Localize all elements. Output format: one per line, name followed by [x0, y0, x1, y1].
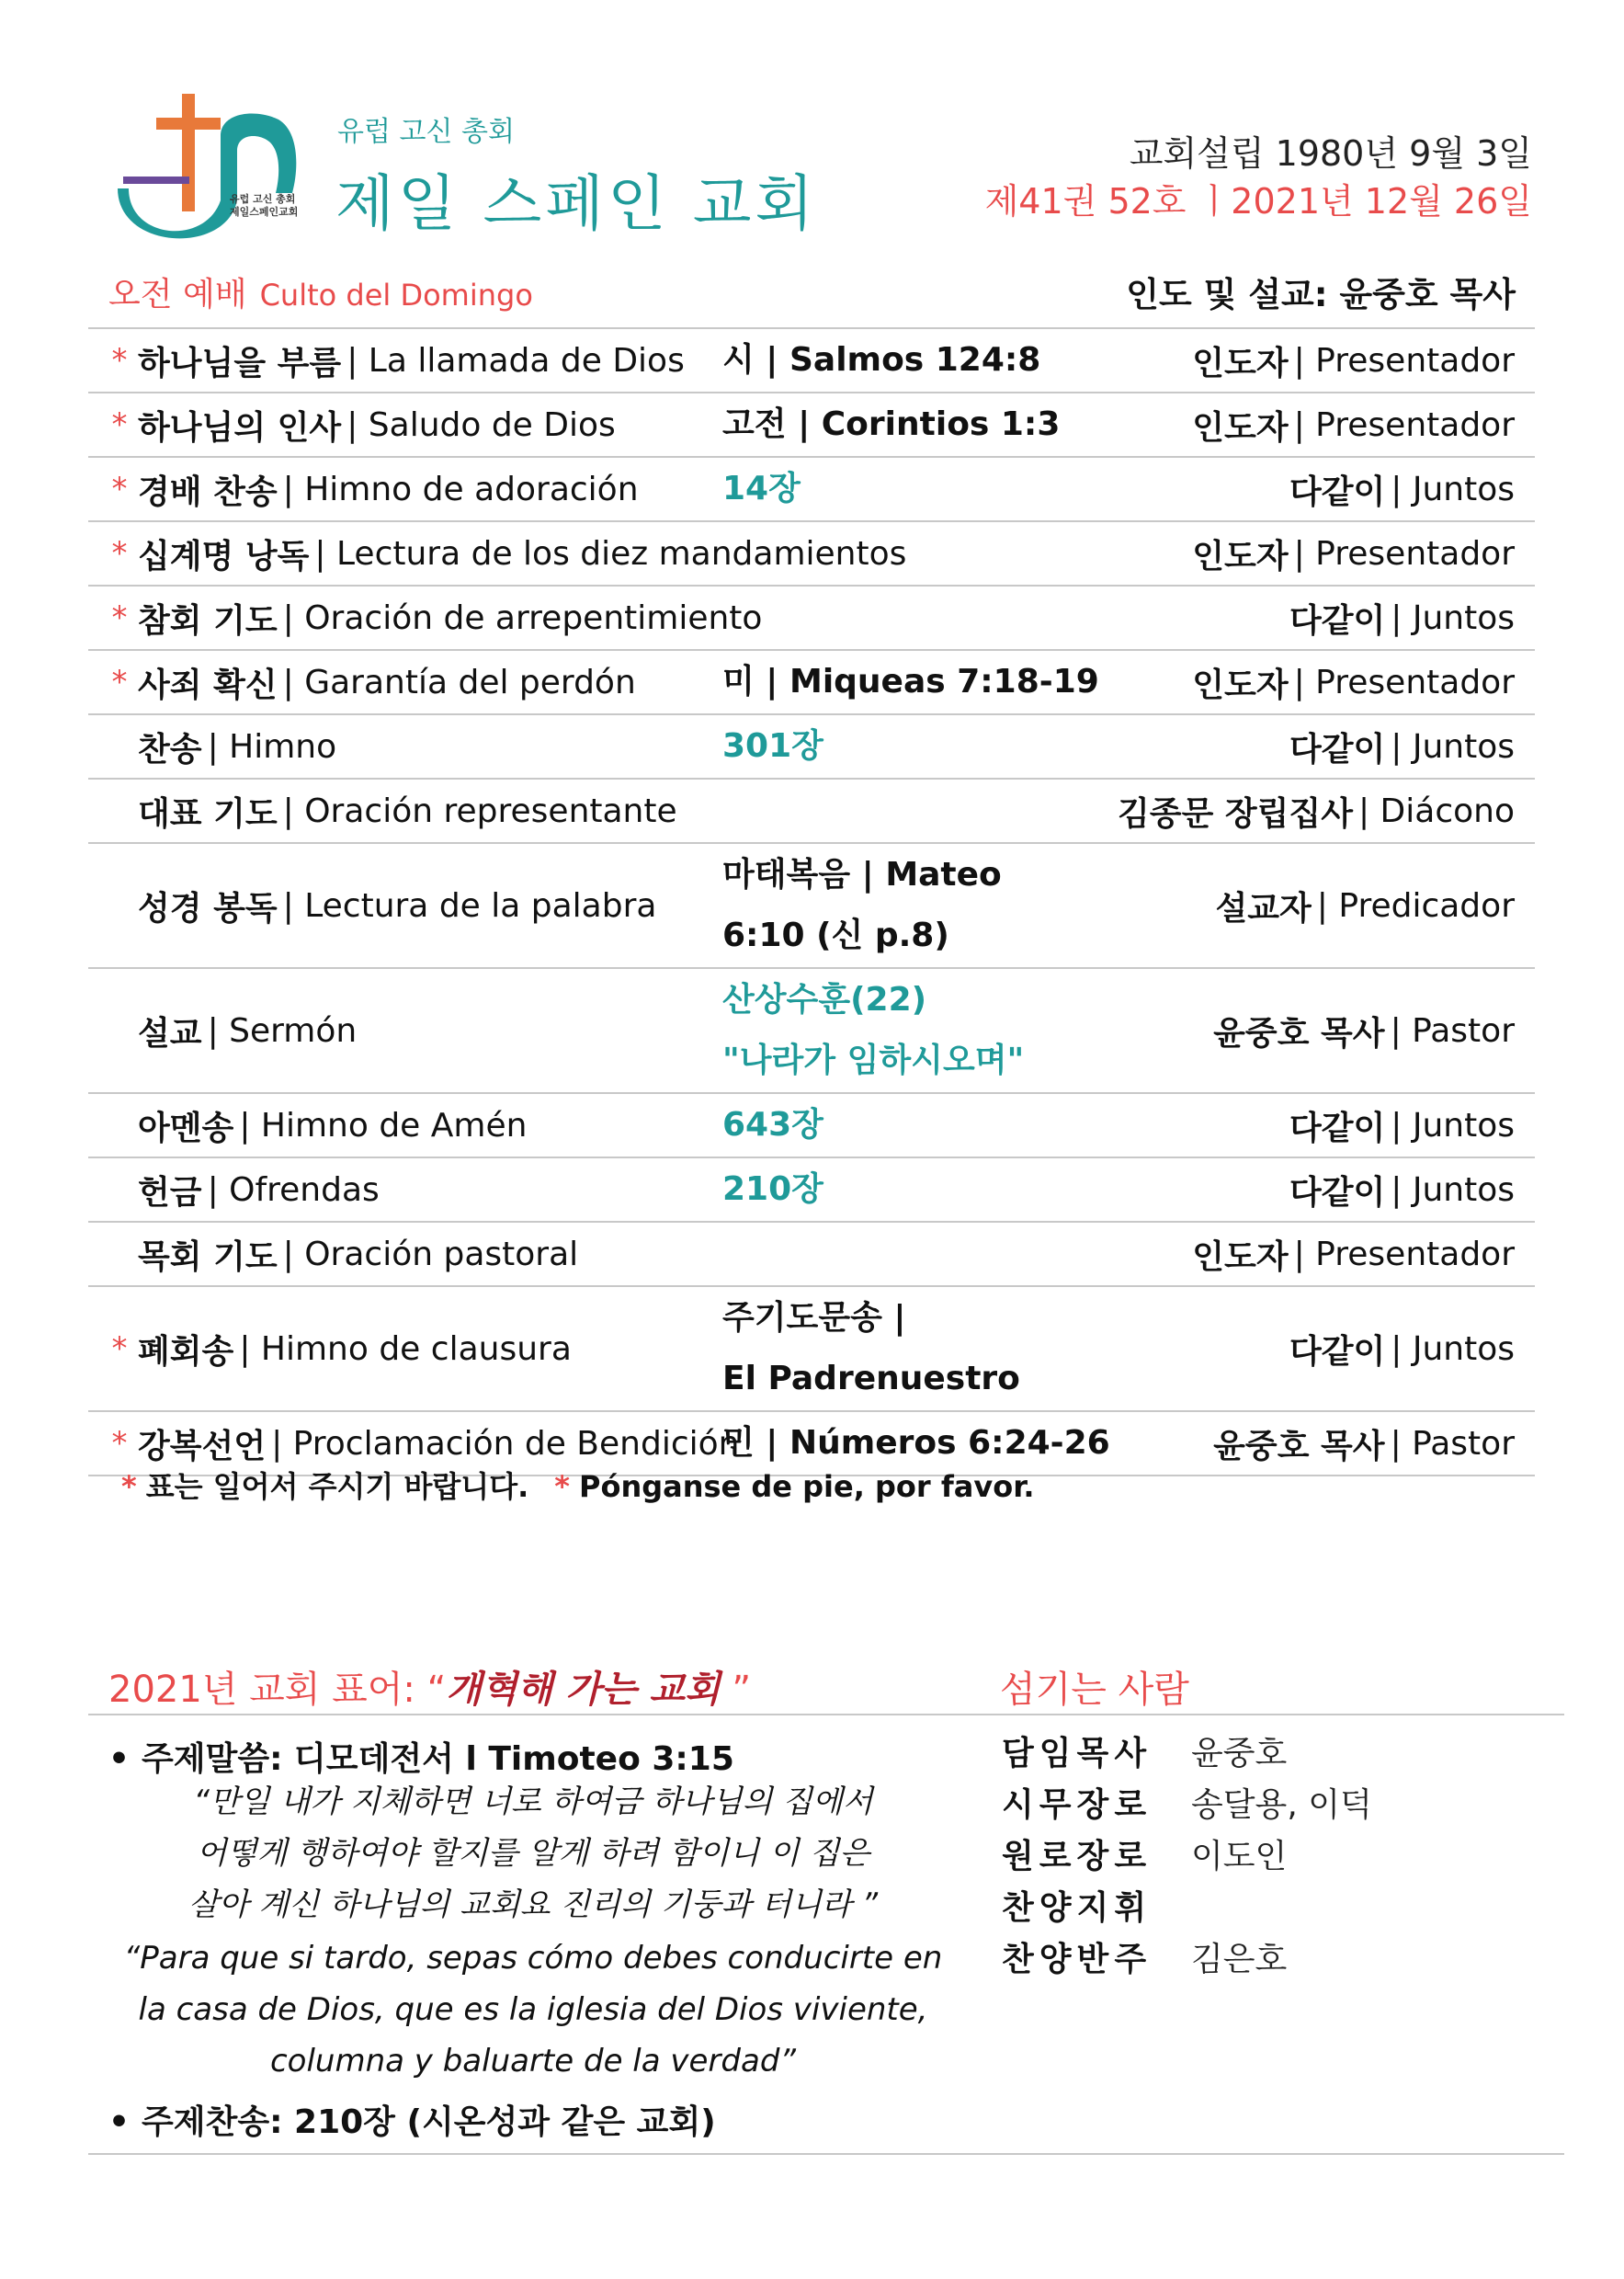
- worship-item: [138, 458, 639, 520]
- worship-item: [138, 522, 906, 585]
- logo-purple-bar: [123, 177, 189, 184]
- worship-item-leader: [1192, 393, 1515, 456]
- worship-item-es: | Ofrendas: [207, 1170, 380, 1209]
- worship-leader-es: | Diácono: [1357, 792, 1515, 830]
- motto-prefix: 2021년 교회 표어: “: [108, 1669, 447, 1711]
- verse-ko-line: 어떻게 행하여야 할지를 알게 하려 함이니 이 집은: [196, 1835, 870, 1872]
- worship-item-leader: [1192, 329, 1515, 392]
- worship-leader-ko: 인도자: [1192, 408, 1289, 447]
- servant-role: 원로장로: [1002, 1837, 1153, 1875]
- worship-item-leader: [1213, 1412, 1515, 1475]
- worship-row: [88, 520, 1535, 585]
- worship-row: [88, 778, 1535, 842]
- theme-verse-text: 주제말씀: 디모데전서 l Timoteo 3:15: [142, 1740, 734, 1778]
- worship-item: [138, 715, 336, 778]
- servant-name: 윤중호: [1191, 1734, 1288, 1772]
- worship-item-ko: 헌금: [138, 1173, 202, 1212]
- worship-item-detail-line: 301장: [722, 727, 823, 765]
- worship-item-es: | Himno de Amén: [239, 1106, 528, 1145]
- bullet: •: [108, 2103, 131, 2141]
- worship-leader-ko: 김종문 장립집사: [1118, 794, 1353, 833]
- motto-text: 개혁해 가는 교회: [446, 1669, 721, 1711]
- worship-item-ko: 하나님의 인사: [138, 408, 342, 447]
- worship-item-leader: [1289, 1158, 1515, 1221]
- worship-leader-ko: 인도자: [1192, 666, 1289, 704]
- worship-leader-ko: 다같이: [1289, 730, 1386, 769]
- logo-j-arc: [118, 114, 299, 239]
- worship-item: [138, 1094, 527, 1157]
- worship-item-detail-line: 고전 | Corintios 1:3: [722, 405, 1061, 443]
- worship-row: [88, 456, 1535, 520]
- org-name: 유럽 고신 총회: [337, 116, 515, 148]
- issue-info: 제41권 52호 ㅣ2021년 12월 26일: [984, 181, 1532, 222]
- worship-item-detail-line: 210장: [722, 1170, 823, 1208]
- bullet: •: [108, 1740, 131, 1778]
- established-date: 교회설립 1980년 9월 3일: [1129, 133, 1532, 174]
- worship-row: [88, 842, 1535, 967]
- worship-leader-es: | Predicador: [1316, 886, 1515, 925]
- logo-cross-horizontal: [156, 118, 221, 130]
- worship-leader-es: | Juntos: [1391, 470, 1515, 508]
- worship-item-ko: 성경 봉독: [138, 889, 278, 928]
- worship-item: [138, 844, 656, 967]
- worship-leader-ko: 다같이: [1289, 1173, 1386, 1212]
- worship-item-es: | La llamada de Dios: [346, 341, 685, 380]
- worship-item: [138, 1223, 578, 1285]
- worship-leader-es: | Presentador: [1293, 405, 1515, 444]
- worship-item-ko: 목회 기도: [138, 1237, 278, 1276]
- motto-suffix: ”: [720, 1669, 752, 1711]
- worship-leader-ko: 인도자: [1192, 537, 1289, 575]
- worship-item-leader: [1192, 1223, 1515, 1285]
- worship-item-ko: 찬송: [138, 730, 202, 769]
- worship-item-detail-line: 미 | Miqueas 7:18-19: [722, 663, 1099, 701]
- servant-row: [1002, 1725, 1372, 1776]
- worship-row: [88, 649, 1535, 713]
- worship-leader-ko: 인도자: [1192, 344, 1289, 382]
- worship-item-detail-line: 643장: [722, 1106, 823, 1144]
- church-name: 제일 스페인 교회: [335, 168, 818, 239]
- worship-item-ko: 하나님을 부름: [138, 344, 342, 382]
- worship-item-leader: [1192, 522, 1515, 585]
- stand-note-es: Pónganse de pie, por favor.: [579, 1469, 1035, 1504]
- worship-item-es: | Oración de arrepentimiento: [282, 598, 763, 637]
- servant-row: [1002, 1879, 1372, 1931]
- servants-heading: 섬기는 사람: [1000, 1669, 1189, 1711]
- worship-title-ko: 오전 예배: [108, 276, 247, 313]
- worship-row: [88, 327, 1535, 392]
- worship-item-es: | Himno de adoración: [282, 470, 639, 508]
- worship-item: [138, 1158, 380, 1221]
- worship-leader-es: | Juntos: [1391, 1170, 1515, 1209]
- worship-item-ko: 강복선언: [138, 1427, 267, 1465]
- worship-item-es: | Oración representante: [282, 792, 677, 830]
- worship-leader: 인도 및 설교: 윤중호 목사: [1126, 275, 1516, 314]
- worship-item: [138, 780, 677, 842]
- worship-leader-es: | Juntos: [1391, 598, 1515, 637]
- worship-item-detail: [722, 1158, 1108, 1221]
- worship-item: [138, 393, 616, 456]
- servant-role: 담임목사: [1002, 1734, 1153, 1772]
- worship-item-detail: [722, 969, 1108, 1092]
- worship-item-ko: 아멘송: [138, 1109, 234, 1147]
- order-of-worship: [88, 327, 1535, 1476]
- worship-title: [108, 268, 533, 315]
- worship-item-ko: 경배 찬송: [138, 473, 278, 511]
- worship-title-es: Culto del Domingo: [259, 278, 533, 313]
- worship-row: [88, 1157, 1535, 1221]
- theme-hymn: [108, 2096, 716, 2143]
- motto-heading: [108, 1660, 751, 1713]
- worship-item-detail-line: 주기도문송 |: [722, 1299, 906, 1337]
- servant-name: 김은호: [1191, 1940, 1288, 1978]
- worship-item-leader: [1213, 969, 1515, 1092]
- worship-item-leader: [1118, 780, 1515, 842]
- worship-item-es: | Himno: [207, 727, 337, 766]
- worship-leader-es: | Juntos: [1391, 1106, 1515, 1145]
- worship-item-detail-line: El Padrenuestro: [722, 1360, 1020, 1397]
- worship-leader-es: | Presentador: [1293, 341, 1515, 380]
- stand-star: *: [111, 664, 128, 701]
- stand-star: *: [111, 1330, 128, 1367]
- worship-item-detail-line: "나라가 임하시오며": [722, 1042, 1025, 1079]
- worship-item-detail-line: 시 | Salmos 124:8: [722, 341, 1041, 379]
- theme-verse-label: [108, 1733, 734, 1780]
- stand-star: *: [111, 1425, 128, 1462]
- worship-row: [88, 585, 1535, 649]
- servant-name: 이도인: [1191, 1837, 1288, 1875]
- worship-item-detail-line: 산상수훈(22): [722, 981, 927, 1019]
- worship-leader-es: | Juntos: [1391, 1329, 1515, 1368]
- worship-item-detail: [722, 844, 1108, 967]
- logo-cross-vertical: [182, 94, 195, 211]
- verse-korean: [108, 1776, 958, 1931]
- worship-item: [138, 1287, 572, 1410]
- stand-star: *: [111, 471, 128, 507]
- worship-leader-ko: 인도자: [1192, 1237, 1289, 1276]
- section-divider: [88, 2153, 1564, 2155]
- worship-item-detail: [722, 393, 1108, 456]
- worship-row: [88, 1092, 1535, 1157]
- worship-item-es: | Himno de clausura: [239, 1329, 572, 1368]
- verse-es-line: “Para que si tardo, sepas cómo debes conducirte en: [123, 1940, 943, 1977]
- worship-item-es: | Lectura de la palabra: [282, 886, 657, 925]
- stand-star: *: [111, 535, 128, 572]
- stand-star: *: [111, 599, 128, 636]
- worship-leader-ko: 다같이: [1289, 1332, 1386, 1371]
- stand-star: *: [111, 406, 128, 443]
- worship-row: [88, 1285, 1535, 1410]
- worship-item-ko: 설교: [138, 1014, 202, 1053]
- verse-ko-line: “만일 내가 지체하면 너로 하여금 하나님의 집에서: [193, 1783, 873, 1820]
- worship-item-es: | Proclamación de Bendición: [271, 1424, 740, 1463]
- worship-item: [138, 969, 357, 1092]
- worship-item-detail: [722, 1094, 1108, 1157]
- worship-leader-es: | Juntos: [1391, 727, 1515, 766]
- worship-item-detail: [722, 715, 1108, 778]
- worship-item-detail: [722, 651, 1108, 713]
- worship-item: [138, 587, 762, 649]
- stand-note-star-2: *: [554, 1469, 570, 1504]
- stand-note-star: *: [121, 1469, 137, 1504]
- worship-leader-es: | Presentador: [1293, 534, 1515, 573]
- worship-item-ko: 사죄 확신: [138, 666, 278, 704]
- worship-item-es: | Saludo de Dios: [346, 405, 616, 444]
- worship-item-es: | Oración pastoral: [282, 1235, 579, 1273]
- worship-item: [138, 329, 685, 392]
- worship-item-leader: [1289, 715, 1515, 778]
- worship-row: [88, 392, 1535, 456]
- worship-item: [138, 651, 636, 713]
- worship-row: [88, 1221, 1535, 1285]
- worship-item-ko: 대표 기도: [138, 794, 278, 833]
- logo-text-2: 제일스페인교회: [230, 206, 299, 218]
- worship-item-es: | Sermón: [207, 1011, 358, 1050]
- servant-role: 시무장로: [1002, 1785, 1153, 1824]
- worship-leader-es: | Pastor: [1390, 1011, 1515, 1050]
- servant-name: 송달용, 이덕: [1191, 1785, 1372, 1824]
- worship-item-es: | Lectura de los diez mandamientos: [314, 534, 907, 573]
- worship-item-ko: 참회 기도: [138, 601, 278, 640]
- worship-leader-es: | Presentador: [1293, 663, 1515, 701]
- logo-text-1: 유럽 고신 총회: [230, 193, 296, 205]
- worship-item-es: | Garantía del perdón: [282, 663, 636, 701]
- stand-note-ko: 표는 일어서 주시기 바랍니다.: [145, 1469, 529, 1504]
- servant-row: [1002, 1828, 1372, 1879]
- verse-ko-line: 살아 계신 하나님의 교회요 진리의 기둥과 터니라 ”: [187, 1886, 879, 1923]
- worship-leader-ko: 다같이: [1289, 473, 1386, 511]
- worship-item-ko: 폐회송: [138, 1332, 234, 1371]
- worship-item-leader: [1289, 458, 1515, 520]
- verse-es-line: columna y baluarte de la verdad”: [269, 2043, 797, 2080]
- servants-list: [1002, 1725, 1372, 1982]
- verse-es-line: la casa de Dios, que es la iglesia del Dios viviente,: [138, 1991, 928, 2028]
- worship-item-detail-line: 마태복음 | Mateo: [722, 856, 1002, 894]
- worship-item-ko: 십계명 낭독: [138, 537, 310, 575]
- worship-leader-ko: 다같이: [1289, 1109, 1386, 1147]
- worship-item-leader: [1192, 651, 1515, 713]
- worship-row: [88, 713, 1535, 778]
- servant-row: [1002, 1776, 1372, 1828]
- worship-item-detail: [722, 1287, 1108, 1410]
- worship-item-detail-line: 6:10 (신 p.8): [722, 917, 949, 954]
- worship-item-detail-line: 14장: [722, 470, 801, 507]
- theme-hymn-text: 주제찬송: 210장 (시온성과 같은 교회): [142, 2103, 716, 2141]
- worship-item-leader: [1215, 844, 1515, 967]
- stand-star: *: [111, 342, 128, 379]
- worship-leader-ko: 설교자: [1215, 889, 1312, 928]
- worship-leader-ko: 윤중호 목사: [1213, 1014, 1385, 1053]
- section-divider: [88, 1714, 1564, 1715]
- servant-role: 찬양지휘: [1002, 1888, 1153, 1927]
- servant-role: 찬양반주: [1002, 1940, 1153, 1978]
- verse-spanish: [108, 1932, 958, 2087]
- worship-leader-ko: 윤중호 목사: [1213, 1427, 1385, 1465]
- stand-note: [121, 1464, 1035, 1506]
- worship-leader-es: | Presentador: [1293, 1235, 1515, 1273]
- servant-row: [1002, 1931, 1372, 1982]
- worship-item-leader: [1289, 587, 1515, 649]
- worship-item-leader: [1289, 1094, 1515, 1157]
- church-logo: [118, 92, 301, 244]
- worship-item-detail: [722, 458, 1108, 520]
- worship-leader-es: | Pastor: [1390, 1424, 1515, 1463]
- worship-item-detail-line: 민 | Números 6:24-26: [722, 1424, 1110, 1462]
- worship-item-detail: [722, 329, 1108, 392]
- worship-item-leader: [1289, 1287, 1515, 1410]
- worship-leader-ko: 다같이: [1289, 601, 1386, 640]
- worship-row: [88, 967, 1535, 1092]
